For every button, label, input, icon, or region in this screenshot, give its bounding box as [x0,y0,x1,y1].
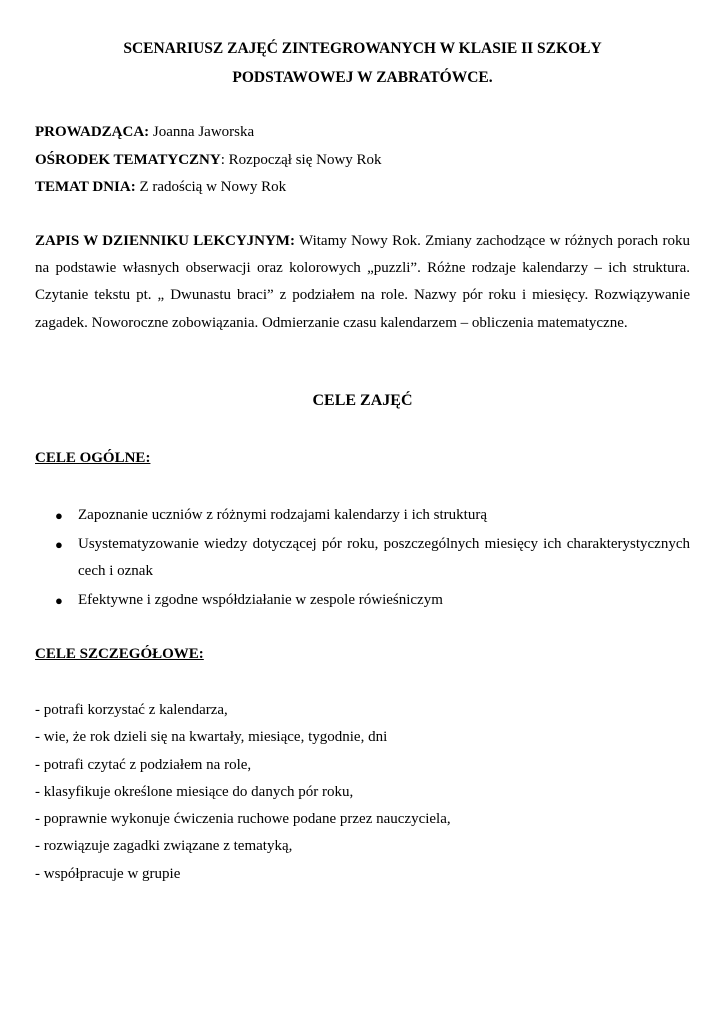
teacher-label: PROWADZĄCA: [35,124,150,140]
general-goal-text: Efektywne i zgodne współdziałanie w zespole rówieśniczym [78,592,443,608]
list-item: - klasyfikuje określone miesiące do danych pór roku, [35,783,354,800]
general-goal-text: Zapoznanie uczniów z różnymi rodzajami kalendarzy i ich strukturą [78,507,487,523]
list-item: - wie, że rok dzieli się na kwartały, miesiące, tygodnie, dni [35,729,388,746]
list-item: - poprawnie wykonuje ćwiczenia ruchowe podane przez nauczyciela, [35,811,451,828]
document-title-line-2: PODSTAWOWEJ W ZABRATÓWCE. [232,69,493,86]
journal-entry [35,228,690,337]
journal-label: ZAPIS W DZIENNIKU LEKCYJNYM: [35,233,295,249]
specific-goals-list [35,697,690,888]
general-goals-list [35,502,690,616]
list-item [35,587,690,614]
specific-goals-heading: CELE SZCZEGÓŁOWE: [35,646,204,662]
general-goals-heading: CELE OGÓLNE: [35,450,151,466]
list-item [35,531,690,585]
bullet-icon: ● [55,593,63,608]
list-item: - współpracuje w grupie [35,865,181,882]
general-goal-text: Usystematyzowanie wiedzy dotyczącej pór roku, poszczególnych miesięcy ich charakterystycznych cech i oznak [78,536,690,579]
list-item [35,502,690,529]
lesson-metadata [35,119,690,202]
journal-text: Witamy Nowy Rok. Zmiany zachodzące w różnych porach roku na podstawie własnych obserwacji oraz kolorowych „puzzli”. Różne rodzaje kalendarzy – ich struktura. Czytanie tekstu pt. „ Dwunastu braci” z podziałem na role. Nazwy pór roku i miesięcy. Rozwiązywanie zagadek. Noworoczne zobowiązania. Odmierzanie czasu kalendarzem – obliczenia matematyczne. [35,233,690,331]
list-item: - potrafi czytać z podziałem na role, [35,756,252,773]
bullet-icon: ● [55,508,63,523]
theme-row [35,147,690,175]
document-title [35,34,690,92]
goals-heading: CELE ZAJĘĆ [312,392,413,409]
document-title-line-1: SCENARIUSZ ZAJĘĆ ZINTEGROWANYCH W KLASIE II SZKOŁY [123,40,602,57]
topic-row [35,174,690,202]
topic-label: TEMAT DNIA: [35,179,136,195]
topic-value: Z radością w Nowy Rok [135,179,287,195]
teacher-value: Joanna Jaworska [149,124,255,140]
theme-label: OŚRODEK TEMATYCZNY [35,151,221,168]
list-item: - rozwiązuje zagadki związane z tematyką, [35,838,293,855]
list-item: - potrafi korzystać z kalendarza, [35,702,228,718]
bullet-icon: ● [55,537,63,552]
theme-value: : Rozpoczął się Nowy Rok [220,151,382,168]
teacher-row [35,119,690,147]
